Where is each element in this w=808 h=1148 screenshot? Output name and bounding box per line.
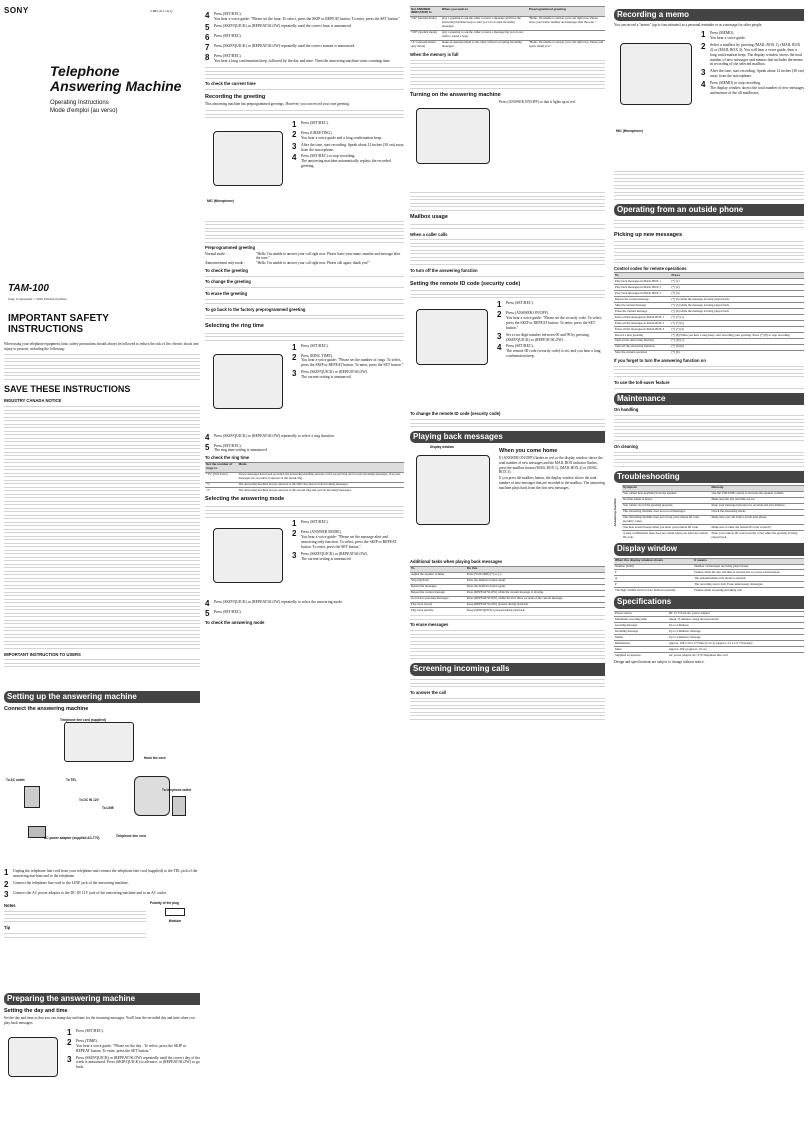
- table-row: Erase all the messages in MAIL BOX 3 (*) (7) (3): [614, 327, 804, 333]
- memo-machine-illustration: MIC (Microphone): [614, 29, 698, 169]
- toll-saver-heading: To use the toll-saver feature: [614, 380, 670, 386]
- model-number: TAM-100: [8, 283, 49, 294]
- memo-step-2: 2 Select a mailbox by pressing (MAIL BOX 1), (MAIL BOX 2) or (MAIL BOX 3). You will hear a voice guide, then a long confirmation beep. The display window shows the total number of new messages and memos that includes the memo in recording of the selected mailbox.: [701, 42, 803, 67]
- ring-time-heading: Selecting the ring time: [205, 323, 264, 330]
- screening-bar: Screening incoming calls: [410, 663, 605, 675]
- specifications-bar: Specifications: [614, 596, 804, 608]
- table-row: "Off" (normal mode) play a greeting to ask the caller to leave a message but you do not wish to sound a beep.: [410, 30, 605, 40]
- erase-greeting-heading: To erase the greeting: [205, 291, 248, 297]
- control-codes-table: To Press Play back messages in MAIL BOX 1 (*) (1) Play back messages in MAIL BOX 2 (*) (2) Play back messages in MAIL BOX 3 (*) (3) Repeat the current message (*) (4) while the message is being played back Skip the current message (*) (5) while the message is being played back Erase the current message (*) (6) while the message is being played back Erase all the messages in MAIL BOX 1 (*) (7) (1) Erase all the messages in MAIL BOX 2 (*) (7) (2) Erase all the messages in MAIL BOX 3 (*) (7) (3) Record a new greeting (*) (8) When you hear a long beep, start recording your greeting. Press (*) (8) to stop recording. Turn on the answering function (*) (9) (1) Turn off the answering function (*) (9) (0) Stop the current operation (*) (0): [614, 272, 804, 355]
- part-number: 3-865-411-11(1): [150, 9, 173, 13]
- table-row: Play back slowly Keep (REPEAT/SLOW) pressed during playback.: [410, 602, 605, 608]
- table-row: "5" The answering machine always answers at the fifth ring and records incoming messages.: [205, 482, 404, 488]
- outside-phone-bar: Operating from an outside phone: [614, 204, 804, 216]
- column-1: [4, 0, 200, 1148]
- table-row: "On" (normal mode) play a greeting to ask the caller to leave a message and have the answering machine beep to alert you of recorded incoming messages. "Hello, I'm unable to answer your call right now. Please leave your name, number and message after the tone.": [410, 16, 605, 30]
- ring-step-1: 1 Press (SET/REC).: [292, 342, 329, 352]
- troubleshooting-bar: Troubleshooting: [614, 471, 804, 483]
- column-4: Recording a memo You can record a "memo" (up to four minutes) as a personal reminder or as a message for other people. MIC (Microphone) 1 Press (MEMO). You hear a voice guide. 2 Select a mailbox by pressing (MAIL BOX 1), (MAIL BOX 2) or (MAIL BOX 3). You will hear a voice guide, then a long confirmation beep. The display window shows the total number of new messages and memos that includes the memo in recording of the selected mailbox. 3 After the tone, start recording. Speak about 12 inches (30 cm) away from the microphone. 4 Press (MEMO) to stop recording. The display window shows the total number of new messages and memos of the all mailboxes. Operating from an outside phone Picking up new messages Control codes for remote operations To Press Play back messages in MAIL BOX 1 (*) (1) Play back messages in MAIL BOX 2 (*) (2) Play back messages in MAIL BOX 3 (*) (3) Repeat the current message (*) (4) while the message is being played back Skip the current message (*) (5) while the message is being played back Erase the current message (*) (6) while the message is being played back Erase all the messages in MAIL BOX 1 (*) (7) (1) Erase all the messages in MAIL BOX 2 (*) (7) (2) Erase all the messages in MAIL BOX 3 (*) (7) (3) Record a new greeting (*) (8) When you hear a long beep, start recording your greeting. Press (*) (8) to stop recording. Turn on the answering function (*) (9) (1) Turn off the answering function (*) (9) (0) Stop the current operation (*) (0) If you forget to turn the answering function on To use the toll-saver feature Maintenance On handling On cleaning Troubleshooting Answering machine Symptom Remedy You cannot hear anything from the speaker. Use the VOLUME control to increase the speaker volume. No time stamp is heard. Make sure the day and time are set. You cannot record the greeting properly. Keep your message between two seconds and four minutes. The answering machine does not record messages. Check the answering mode. The answering machine does not accept your remote ID code (security code). Make sure you call from a touch-tone phone. You hear several beeps when you enter your remote ID code. Make sure to enter the remote ID code correctly. A long confirmation beep does not sound when you enter the remote ID code. Enter your remote ID code (security code) while the greeting is being played back. Display window When the display window shows It means Number (0-99) Number of messages are being played back. F Flashes when the day and time is cleared due to a power interruption. A The announcement only mode is selected. P The recording area is full. Erase unnecessary messages. The high, middle and low bars flash successively Flashes while screening incoming call. Specifications Power source DC 12 V from AC power adaptor Maximum recording time About 15 minutes, using incorporated IC Greeting message Up to 4 minutes Incoming message Up to 4 minutes/ message Memo Up to 4 minutes/ message Dimensions Approx. 108 x 50 x 173 mm (w/ h/ d) (approx. 4 x 2 x 6 7/8 inches) Mass Approx. 260 g (approx. 10 oz) Supplied accessories AC power adaptor AC-T70 Telephone line cord Design and specifications are subject to change without notice.: [613, 10, 804, 665]
- table-row: Turn on the answering function (*) (9) (1): [614, 338, 804, 344]
- setup-bar: Setting up the answering machine: [4, 691, 200, 703]
- table-row: Play back messages in MAIL BOX 1 (*) (1): [614, 279, 804, 285]
- answer-indicator-table: Set ANSWER INDICATOR to When you wish to Preprogrammed greeting "On" (normal mode) play a greeting to ask the caller to leave a message and have the answering machine beep to alert you of recorded incoming messages. "Hello, I'm unable to answer your call right now. Please leave your name, number and message after the tone." "Off" (normal mode) play a greeting to ask the caller to leave a message but you do not wish to sound a beep. "A" (announcement only mode) make an announcement to the caller without accepting incoming messages. "Hello, I'm unable to answer your call right now. Please call again, thank you.": [411, 6, 604, 49]
- prep-step-7: 7 Press (SKIP/QUICK) or (REPEAT/SLOW) repeatedly until the correct minute is announced.: [205, 42, 356, 52]
- document-title: Telephone Answering Machine: [50, 63, 182, 94]
- rec-step-4: 4 Press (SET/REC) to stop recording. The answering machine automatically replays the recorded greeting.: [292, 153, 391, 169]
- erase-messages-heading: To erase messages: [410, 622, 449, 628]
- picking-up-heading: Picking up new messages: [614, 231, 683, 238]
- code-step-3: 3 Set a two-digit number between 00 and 99 by pressing (SKIP/QUICK) or (REPEAT/SLOW).: [497, 331, 589, 342]
- column-3: Set ANSWER INDICATOR to When you wish to Preprogrammed greeting "On" (normal mode) play a greeting to ask the caller to leave a message and have the answering machine beep to alert you of recorded incoming messages. "Hello, I'm unable to answer your call right now. Please leave your name, number and message after the tone." "Off" (normal mode) play a greeting to ask the caller to leave a message but you do not wish to sound a beep. "A" (announcement only mode) make an announcement to the caller without accepting incoming messages. "Hello, I'm unable to answer your call right now. Please call again, thank you." When the memory is full Turning on the answering machine Press (ANSWER ON/OFF) so that it lights up in red. Mailbox usage When a caller calls To turn off the answering function Setting the remote ID code (security code) 1 Press (SET/REC). 2 Press (ANSWER ON/OFF). You hear a voice guide: "Please set the security code. To select, press the SKIP or REPEAT button. To enter, press the SET button." 3 Set a two-digit number between 00 and 99 by pressing (SKIP/QUICK) or (REPEAT/SLOW). 4 Press (SET/REC). The remote ID code (security code) is set, and you hear a long confirmation beep. To change the remote ID code (security code) Playing back messages Display window When you come home If (ANSWER ON/OFF) flashes in red, or the display window shows the total number of new messages and the MAIL BOX indicator flashes, press the mailbox button (MAIL BOX 1), (MAIL BOX 2) or (MAIL BOX 3). If you press the mailbox button, the display window shows the total number of new messages that are recorded to the mailbox. The answering machine plays back from the first new messages. Additional tasks when playing back messages To Do this Adjust the speaker volume Press (VOLUME) (+) or (-). Stop playback Press the mailbox button again. Repeat the messages Press the mailbox button again. Repeat the current message Press (REPEAT/SLOW) while the current message is playing. Go back to previous messages Press (REPEAT/SLOW) within the first three seconds of the current message. Play back slowly Keep (REPEAT/SLOW) pressed during playback. Play back quickly Keep (SKIP/QUICK) pressed during playback. To erase messages Screening incoming calls To answer the call: [410, 0, 605, 1148]
- display-window-bar: Display window: [614, 543, 804, 555]
- ring-step-3: 3 Press (SKIP/QUICK) or (REPEAT/SLOW). The current setting is announced.: [292, 369, 369, 380]
- remote-id-heading: Setting the remote ID code (security code): [410, 280, 521, 287]
- table-row: Stop playback Press the mailbox button again.: [410, 578, 605, 584]
- copyright: Sony Corporation © 2001 Printed in China: [8, 297, 67, 301]
- check-greeting-heading: To check the greeting: [205, 267, 248, 273]
- ring-machine-illustration: [205, 342, 289, 432]
- mode-step-1: 1 Press (SET/REC).: [292, 519, 329, 529]
- turn-off-heading: To turn off the answering function: [410, 267, 478, 273]
- back-preprogrammed-heading: To go back to the factory preprogrammed greeting: [205, 306, 306, 312]
- table-row: Erase the current message (*) (6) while the message is being played back: [614, 309, 804, 315]
- mode-step-5: 5 Press (SET/REC).: [205, 609, 242, 619]
- ring-step-5: 5 Press (SET/REC). The ring time setting is announced.: [205, 442, 268, 453]
- table-row: Mass Approx. 260 g (approx. 10 oz): [614, 647, 804, 653]
- rec-step-1: 1 Press (SET/REC).: [292, 119, 329, 129]
- to-dc-label: To DC IN 12V: [79, 798, 99, 803]
- table-row: "A" (announcement only mode) make an announcement to the caller without accepting incoming messages. "Hello, I'm unable to answer your call right now. Please call again, thank you.": [411, 40, 604, 49]
- forget-heading: If you forget to turn the answering function on: [614, 357, 706, 363]
- check-time-heading: To check the current time: [205, 81, 256, 87]
- change-greeting-heading: To change the greeting: [205, 279, 251, 285]
- wall-jack-illustration: [172, 796, 186, 816]
- recording-greeting-heading: Recording the greeting: [205, 94, 266, 101]
- recording-memo-bar: Recording a memo: [614, 9, 804, 21]
- rec-step-3: 3 After the tone, start recording. Speak about 12 inches (30 cm) away from the microphone.: [292, 141, 404, 152]
- telephone-illustration: [134, 776, 170, 816]
- table-row: Number (0-99) Number of messages are being played back.: [614, 564, 804, 570]
- mailbox-heading: Mailbox usage: [410, 214, 448, 221]
- table-row: A long confirmation beep does not sound when you enter the remote ID code. Enter your remote ID code (security code) while the greeting is being played back.: [622, 531, 804, 540]
- change-code-heading: To change the remote ID code (security code): [410, 411, 501, 417]
- table-row: Power source DC 12 V from AC power adaptor: [614, 611, 804, 617]
- memo-step-1: 1 Press (MEMO). You hear a voice guide.: [701, 30, 746, 41]
- table-row: F Flashes when the day and time is cleared due to a power interruption.: [614, 570, 804, 576]
- table-row: Repeat the current message (*) (4) while the message is being played back: [614, 297, 804, 303]
- setup-notes-heading: Notes: [4, 902, 16, 908]
- table-row: P The recording area is full. Erase unnecessary messages.: [614, 582, 804, 588]
- code-step-4: 4 Press (SET/REC). The remote ID code (security code) is set, and you hear a long confirmation beep.: [497, 343, 601, 359]
- table-row: No time stamp is heard. Make sure the day and time are set.: [622, 497, 804, 503]
- ac-outlet-label: To AC outlet: [6, 778, 25, 783]
- day-time-intro: Set the day and time so that you can stamp day and time for the incoming messages. You'll hear the recorded day and time when you play back messages.: [4, 1016, 195, 1025]
- playback-illustration: Display window: [410, 445, 496, 557]
- maintenance-bar: Maintenance: [614, 393, 804, 405]
- table-row: Play back messages in MAIL BOX 3 (*) (3): [614, 291, 804, 297]
- canada-notice-text: [4, 405, 200, 650]
- table-row: You cannot record the greeting properly. Keep your message between two seconds and four minutes.: [622, 503, 804, 509]
- table-row: Supplied accessories AC power adaptor AC-T70 Telephone line cord: [614, 653, 804, 658]
- column-2: 4 Press (SET/REC). You hear a voice guide: "Please set the hour. To select, press the SKIP or REPEAT button. To enter, press the SET button." 5 Press (SKIP/QUICK) or (REPEAT/SLOW) repeatedly until the correct hour is announced. 6 Press (SET/REC). 7 Press (SKIP/QUICK) or (REPEAT/SLOW) repeatedly until the correct minute is announced. 8 Press (SET/REC). You hear a long confirmation beep, followed by the day and time. Then the answering machine starts counting time. To check the current time Recording the greeting This answering machine has preprogrammed greetings. However, you can record your own greeting. MIC (Microphone) 1 Press (SET/REC). 2 Press (GREETING). You hear a voice guide and a long confirmation beep. 3 After the tone, start recording. Speak about 12 inches (30 cm) away from the microphone. 4 Press (SET/REC) to stop recording. The answering machine automatically replays the recorded greeting. Preprogrammed greeting Normal mode : "Hello, I'm unable to answer your call right now. Please leave your name, number and message after the tone." Announcement only mode : "Hello, I'm unable to answer your call right now. Please call again, thank you!" To check the greeting To change the greeting To erase the greeting To go back to the factory preprogrammed greeting Selecting the ring time 1 Press (SET/REC). 2 Press (RING TIME). You hear a voice guide: "Please set the number of rings. To select, press the SKIP or REPEAT button. To enter, press the SET button." 3 Press (SKIP/QUICK) or (REPEAT/SLOW). The current setting is announced. 4 Press (SKIP/QUICK) or (REPEAT/SLOW) repeatedly to select a ring duration. 5 Press (SET/REC). The ring time setting is announced. To check the ring time Set the number of rings to Mode "TS" (Toll Saver) If new messages have been recorded, the answering machine answers at the second ring and records incoming messages; if no new messages are recorded, it answers at the fourth ring. "5" The answering machine always answers at the fifth ring and records incoming messages. "2" The answering machine always answers at the second ring and records incoming messages. Selecting the answering mode 1 Press (SET/REC). 2 Press (ANSWER MODE). You hear a voice guide: "Please set the message alert and answering only function. To select, press the SKIP or REPEAT button. To enter, press the SET button." 3 Press (SKIP/QUICK) or (REPEAT/SLOW). The current setting is announced. 4 Press (SKIP/QUICK) or (REPEAT/SLOW) repeatedly to select the answering mode. 5 Press (SET/REC). To check the answering mode: [205, 11, 404, 626]
- memo-step-4: 4 Press (MEMO) to stop recording. The display window shows the total number of new messages and memos of the all mailboxes.: [701, 80, 804, 95]
- prep-step-1: 1 Press (SET/REC).: [67, 1027, 104, 1037]
- table-row: Play back quickly Keep (SKIP/QUICK) pressed during playback.: [410, 608, 605, 613]
- rec-step-2: 2 Press (GREETING). You hear a voice guide and a long confirmation beep.: [292, 129, 383, 140]
- prep-step-6: 6 Press (SET/REC).: [205, 32, 242, 42]
- to-tel-label: To TEL: [66, 778, 77, 783]
- table-row: Erase all the messages in MAIL BOX 2 (*) (7) (2): [614, 321, 804, 327]
- table-row: A The announcement only mode is selected.: [614, 576, 804, 582]
- check-mode-heading: To check the answering mode: [205, 620, 265, 626]
- trouble-side-label: Answering machine: [613, 498, 617, 527]
- safety-heading: IMPORTANT SAFETY INSTRUCTIONS: [8, 313, 109, 335]
- code-step-1: 1 Press (SET/REC).: [497, 300, 534, 310]
- safety-section: [4, 342, 200, 668]
- turning-machine-illustration: [410, 100, 496, 190]
- canada-notice-heading: INDUSTRY CANADA NOTICE: [4, 398, 62, 404]
- greeting-machine-illustration: MIC (Microphone): [205, 119, 289, 219]
- document-subtitle: Operating Instructions Mode d'emploi (au verso): [50, 100, 118, 114]
- day-time-heading: Setting the day and time: [4, 1008, 68, 1015]
- handling-heading: On handling: [614, 407, 639, 413]
- table-row: Memo Up to 4 minutes/ message: [614, 635, 804, 641]
- troubleshooting-table: Symptom Remedy You cannot hear anything from the speaker. Use the VOLUME control to increase the speaker volume. No time stamp is heard. Make sure the day and time are set. You cannot record the greeting properly. Keep your message between two seconds and four minutes. The answering machine does not record messages. Check the answering mode. The answering machine does not accept your remote ID code (security code). Make sure you call from a touch-tone phone. You hear several beeps when you enter your remote ID code. Make sure to enter the remote ID code correctly. A long confirmation beep does not sound when you enter the remote ID code. Enter your remote ID code (security code) while the greeting is being played back.: [622, 485, 804, 541]
- prep-step-2: 2 Press (TIME). You hear a voice guide: "Please set the day . To select, press the SKIP or REPEAT button. To enter, press the SET button.": [67, 1037, 187, 1053]
- to-jack-label: To telephone outlet: [162, 788, 192, 793]
- polarity-illustration: Polarity of the plug Modular: [150, 901, 200, 939]
- preparing-section: [4, 990, 200, 1097]
- table-row: You cannot hear anything from the speaker. Use the VOLUME control to increase the speaker volume.: [622, 491, 804, 497]
- cord-label: Telephone line cord (supplied): [60, 718, 106, 723]
- check-ring-heading: To check the ring time: [205, 455, 250, 461]
- playback-bar: Playing back messages: [410, 431, 605, 443]
- cord2-label: Telephone line cord: [116, 834, 146, 839]
- ring-table: Set the number of rings to Mode "TS" (Toll Saver) If new messages have been recorded, the answering machine answers at the second ring and records incoming messages; if no new messages are recorded, it answers at the fourth ring. "5" The answering machine always answers at the fifth ring and records incoming messages. "2" The answering machine always answers at the second ring and records incoming messages.: [205, 462, 404, 494]
- answer-call-heading: To answer the call: [410, 690, 446, 696]
- mode-machine-illustration: [205, 518, 289, 598]
- setup-tip-heading: Tip: [4, 925, 11, 931]
- table-row: Play back messages in MAIL BOX 2 (*) (2): [614, 285, 804, 291]
- connect-heading: Connect the answering machine: [4, 706, 89, 713]
- table-row: Skip the current message (*) (5) while the message is being played back: [614, 303, 804, 309]
- table-row: Maximum recording time About 15 minutes, using incorporated IC: [614, 617, 804, 623]
- table-row: Turn off the answering function (*) (9) (0): [614, 344, 804, 350]
- adaptor-label: AC power adaptor (supplied AC-T70): [44, 836, 100, 841]
- ring-step-2: 2 Press (RING TIME). You hear a voice guide: "Please set the number of rings. To select, press the SKIP or REPEAT button. To enter, press the SET button.": [292, 352, 404, 368]
- answering-machine-illustration: [64, 722, 134, 762]
- to-line-label: To LINE: [102, 806, 114, 811]
- prep-step-8: 8 Press (SET/REC). You hear a long confirmation beep, followed by the day and time. Then the answering machine starts counting time.: [205, 52, 391, 63]
- memory-full-heading: When the memory is full: [410, 51, 459, 57]
- table-row: Erase all the messages in MAIL BOX 1 (*) (7) (1): [614, 315, 804, 321]
- table-row: Greeting message Up to 4 minutes: [614, 623, 804, 629]
- table-row: Record a new greeting (*) (8) When you hear a long beep, start recording your greeting. Press (*) (8) to stop recording.: [614, 333, 804, 339]
- table-row: "TS" (Toll Saver) If new messages have been recorded, the answering machine answers at the second ring and records incoming messages; if no new messages are recorded, it answers at the fourth ring.: [205, 472, 404, 482]
- table-row: You hear several beeps when you enter your remote ID code. Make sure to enter the remote ID code correctly.: [622, 525, 804, 531]
- additional-heading: Additional tasks when playing back messages: [410, 559, 503, 565]
- table-row: "2" The answering machine always answers at the second ring and records incoming messages.: [205, 488, 404, 493]
- code-step-2: 2 Press (ANSWER ON/OFF). You hear a voice guide: "Please set the security code. To select, press the SKIP or REPEAT button. To enter, press the SET button.": [497, 310, 603, 330]
- table-row: Adjust the speaker volume Press (VOLUME) (+) or (-).: [410, 572, 605, 578]
- prep-step-3: 3 Press (SKIP/QUICK) or (REPEAT/SLOW) repeatedly until the correct day of the week is announced. Press (SKIP/QUICK) to advance, or (REPEAT/SLOW) to go back.: [67, 1054, 201, 1070]
- table-row: Repeat the current message Press (REPEAT/SLOW) while the current message is playing.: [410, 590, 605, 596]
- machine-illustration: [4, 1027, 64, 1097]
- mode-step-2: 2 Press (ANSWER MODE). You hear a voice guide: "Please set the message alert and answering only function. To select, press the SKIP or REPEAT button. To enter, press the SET button.": [292, 529, 397, 550]
- setup-step-1: 1 Unplug the telephone line cord from your telephone and connect the telephone line cord (supplied) to the TEL jack of the answering machine and to the telephone.: [4, 868, 198, 879]
- ring-step-4: 4 Press (SKIP/QUICK) or (REPEAT/SLOW) repeatedly to select a ring duration.: [205, 432, 335, 442]
- mode-step-4: 4 Press (SKIP/QUICK) or (REPEAT/SLOW) repeatedly to select the answering mode.: [205, 599, 343, 609]
- prep-step-5: 5 Press (SKIP/QUICK) or (REPEAT/SLOW) repeatedly until the correct hour is announced.: [205, 22, 352, 32]
- memo-step-3: 3 After the tone, start recording. Speak about 12 inches (30 cm) away from the microphone.: [701, 68, 804, 79]
- recording-intro: This answering machine has preprogrammed greetings. However, you can record your own greeting.: [205, 102, 350, 107]
- table-row: Repeat the messages Press the mailbox button again.: [410, 584, 605, 590]
- table-row: Incoming message Up to 4 minutes/ message: [614, 629, 804, 635]
- setup-step-2: 2 Connect the telephone line cord to the LINE jack of the answering machine.: [4, 879, 129, 889]
- safety-intro: When using your telephone equipment, basic safety precautions should always be followed to reduce the risk of fire, electric shock and injury to persons, including the following:: [4, 342, 199, 351]
- preparing-bar: Preparing the answering machine: [4, 993, 200, 1005]
- prep-step-4: 4 Press (SET/REC). You hear a voice guide: "Please set the hour. To select, press the SKIP or REPEAT button. To enter, press the SET button.": [205, 11, 401, 21]
- table-row: The answering machine does not accept your remote ID code (security code). Make sure you call from a touch-tone phone.: [622, 515, 804, 525]
- hook-label: Hook the cord.: [144, 756, 167, 761]
- specifications-table: [614, 611, 804, 659]
- additional-tasks-table: To Do this Adjust the speaker volume Press (VOLUME) (+) or (-). Stop playback Press the mailbox button again. Repeat the messages Press the mailbox button again. Repeat the current message Press (REPEAT/SLOW) while the current message is playing. Go back to previous messages Press (REPEAT/SLOW) within the first three seconds of the current message. Play back slowly Keep (REPEAT/SLOW) pressed during playback. Play back quickly Keep (SKIP/QUICK) pressed during playback.: [410, 566, 605, 614]
- table-row: The high, middle and low bars flash successively Flashes while screening incoming call.: [614, 588, 804, 593]
- answer-mode-heading: Selecting the answering mode: [205, 496, 285, 503]
- safety-list: [4, 353, 200, 381]
- setup-step-3: 3 Connect the AC power adaptor to the DC IN 12V jack of the answering machine and to an AC outlet.: [4, 889, 167, 899]
- save-instructions: SAVE THESE INSTRUCTIONS: [4, 383, 131, 394]
- control-codes-heading: Control codes for remote operations: [614, 266, 687, 272]
- table-row: The answering machine does not record messages. Check the answering mode.: [622, 509, 804, 515]
- when-home-heading: When you come home: [499, 448, 558, 455]
- cleaning-heading: On cleaning: [614, 443, 638, 449]
- brand-logo: SONY: [4, 6, 29, 15]
- table-row: Stop the current operation (*) (0): [614, 350, 804, 355]
- caller-calls-heading: When a caller calls: [410, 231, 448, 237]
- ac-outlet-illustration: [24, 786, 40, 808]
- display-window-table: When the display window shows It means Number (0-99) Number of messages are being played back. F Flashes when the day and time is cleared due to a power interruption. A The announcement only mode is selected. P The recording area is full. Erase unnecessary messages. The high, middle and low bars flash successively Flashes while screening incoming call.: [614, 558, 804, 594]
- instruction-to-users-heading: IMPORTANT INSTRUCTION TO USERS: [4, 651, 81, 657]
- table-row: Go back to previous messages Press (REPEAT/SLOW) within the first three seconds of the current message.: [410, 596, 605, 602]
- table-row: Dimensions Approx. 108 x 50 x 173 mm (w/ h/ d) (approx. 4 x 2 x 6 7/8 inches): [614, 641, 804, 647]
- turning-on-heading: Turning on the answering machine: [410, 92, 501, 99]
- remote-machine-illustration: [410, 299, 494, 409]
- setup-section: [4, 688, 200, 939]
- spec-note: Design and specifications are subject to change without notice.: [614, 660, 705, 665]
- connection-diagram: [4, 716, 200, 866]
- preprogrammed-heading: Preprogrammed greeting: [205, 245, 256, 251]
- mode-step-3: 3 Press (SKIP/QUICK) or (REPEAT/SLOW). The current setting is announced.: [292, 550, 369, 561]
